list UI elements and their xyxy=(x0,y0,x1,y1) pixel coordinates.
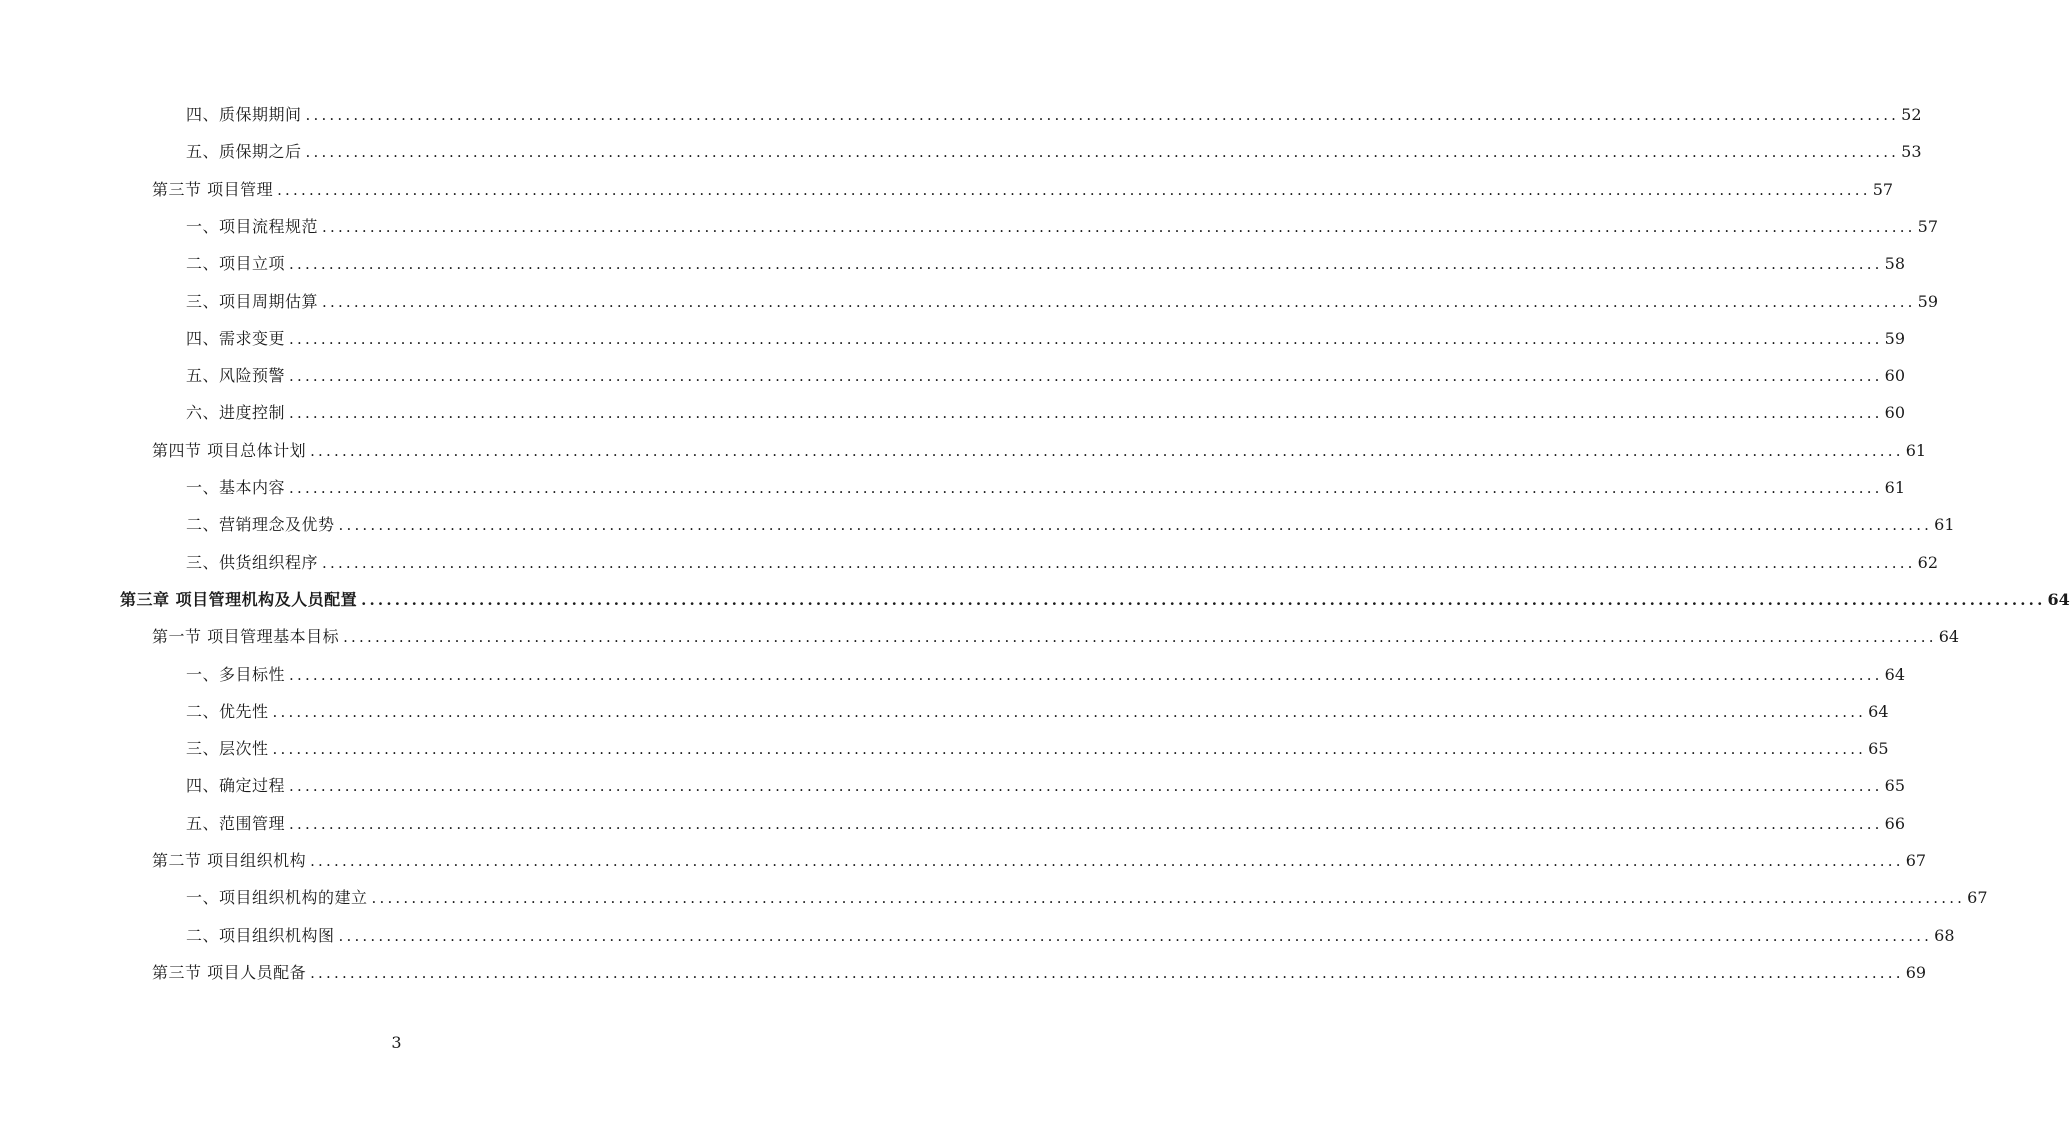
dot-leader: ........................................................................................................................................................................................................ xyxy=(310,852,1904,870)
toc-entry-item[interactable] xyxy=(186,660,1905,690)
toc-entry-page: 66 xyxy=(1884,813,1905,833)
toc-entry-title: 第三节 项目管理 xyxy=(152,179,274,199)
toc-entry-page: 65 xyxy=(1868,739,1889,759)
dot-leader: ........................................................................................................................................................................................................ xyxy=(289,665,1883,684)
dot-leader: ........................................................................................................................................................................................................ xyxy=(289,404,1883,423)
dot-leader: ........................................................................................................................................................................................................ xyxy=(272,702,1867,721)
toc-entry-title: 一、项目组织机构的建立 xyxy=(186,888,368,908)
dot-leader: ........................................................................................................................................................................................................ xyxy=(310,441,1904,460)
toc-entry-title: 第三章 项目管理机构及人员配置 xyxy=(120,589,358,609)
toc-entry-title: 三、供货组织程序 xyxy=(186,552,319,572)
toc-entry-section[interactable] xyxy=(152,622,1960,652)
toc-entry-chapter[interactable] xyxy=(120,585,2070,615)
toc-entry-page: 64 xyxy=(1868,701,1889,721)
toc-entry-title: 四、需求变更 xyxy=(186,328,286,348)
toc-entry-page: 67 xyxy=(1967,888,1988,908)
toc-entry-item[interactable] xyxy=(186,734,1889,764)
toc-entry-page: 68 xyxy=(1934,925,1955,945)
dot-leader: ........................................................................................................................................................................................................ xyxy=(289,367,1883,386)
toc-entry-title: 三、项目周期估算 xyxy=(186,291,319,311)
dot-leader: ........................................................................................................................................................................................................ xyxy=(338,516,1933,535)
toc-entry-title: 二、营销理念及优势 xyxy=(186,515,335,535)
toc-entry-title: 一、基本内容 xyxy=(186,478,286,497)
toc-entry-item[interactable] xyxy=(186,287,1938,317)
toc-entry-section[interactable] xyxy=(152,175,1894,205)
toc-entry-title: 第三节 项目人员配备 xyxy=(152,962,307,982)
toc-entry-item[interactable] xyxy=(186,883,1988,913)
toc-entry-page: 69 xyxy=(1905,962,1927,982)
toc-entry-page: 60 xyxy=(1884,403,1905,423)
toc-entry-title: 六、进度控制 xyxy=(186,403,286,423)
toc-entry-page: 52 xyxy=(1901,105,1922,124)
toc-entry-title: 二、项目组织机构图 xyxy=(186,925,335,945)
toc-entry-item[interactable] xyxy=(186,921,1955,951)
toc-entry-title: 第四节 项目总体计划 xyxy=(152,440,307,460)
toc-entry-page: 61 xyxy=(1905,440,1927,460)
dot-leader: ........................................................................................................................................................................................................ xyxy=(289,814,1883,833)
toc-entry-item[interactable] xyxy=(186,249,1905,279)
toc-entry-title: 第二节 项目组织机构 xyxy=(152,851,307,870)
toc-entry-page: 59 xyxy=(1884,328,1905,348)
toc-entry-item[interactable] xyxy=(186,324,1905,354)
toc-entry-item[interactable] xyxy=(186,100,1922,130)
toc-entry-page: 57 xyxy=(1917,216,1938,236)
dot-leader: ........................................................................................................................................................................................................ xyxy=(322,292,1916,311)
toc-entry-item[interactable] xyxy=(186,473,1905,503)
toc-entry-title: 五、范围管理 xyxy=(186,813,286,833)
toc-entry-title: 四、确定过程 xyxy=(186,776,286,796)
dot-leader: ........................................................................................................................................................................................................ xyxy=(289,329,1883,348)
toc-entry-item[interactable] xyxy=(186,510,1955,540)
dot-leader: ........................................................................................................................................................................................................ xyxy=(310,963,1904,982)
page-number: 3 xyxy=(391,1033,402,1052)
toc-entry-title: 三、层次性 xyxy=(186,739,269,759)
toc-entry-section[interactable] xyxy=(152,846,1927,876)
dot-leader: ........................................................................................................................................................................................................ xyxy=(371,889,1966,908)
toc-entry-item[interactable] xyxy=(186,548,1938,578)
dot-leader: ........................................................................................................................................................................................................ xyxy=(277,180,1871,199)
toc-entry-item[interactable] xyxy=(186,697,1889,727)
toc-entry-item[interactable] xyxy=(186,137,1922,167)
dot-leader: ........................................................................................................................................................................................................ xyxy=(343,628,1937,647)
toc-entry-page: 59 xyxy=(1917,291,1938,311)
dot-leader: ........................................................................................................................................................................................................ xyxy=(272,740,1867,759)
dot-leader: ........................................................................................................................................................................................................ xyxy=(338,926,1933,945)
toc-entry-item[interactable] xyxy=(186,398,1905,428)
toc-entry-title: 五、风险预警 xyxy=(186,366,286,386)
toc-entry-title: 第一节 项目管理基本目标 xyxy=(152,627,340,647)
toc-entry-item[interactable] xyxy=(186,771,1905,801)
toc-entry-title: 二、项目立项 xyxy=(186,254,286,274)
toc-entry-page: 61 xyxy=(1884,478,1905,497)
toc-entry-section[interactable] xyxy=(152,436,1927,466)
toc-entry-section[interactable] xyxy=(152,958,1927,988)
toc-entry-item[interactable] xyxy=(186,361,1905,391)
dot-leader: ........................................................................................................................................................................................................ xyxy=(289,255,1883,274)
toc-entry-title: 二、优先性 xyxy=(186,701,269,721)
toc-entry-page: 65 xyxy=(1884,776,1905,796)
dot-leader: ........................................................................................................................................................................................................ xyxy=(361,590,2046,609)
dot-leader: ........................................................................................................................................................................................................ xyxy=(305,106,1900,124)
toc-entry-title: 一、多目标性 xyxy=(186,664,286,684)
toc-entry-page: 57 xyxy=(1872,179,1894,199)
dot-leader: ........................................................................................................................................................................................................ xyxy=(305,143,1900,162)
toc-entry-page: 53 xyxy=(1901,142,1922,162)
toc-entry-page: 67 xyxy=(1905,851,1927,870)
toc-entry-item[interactable] xyxy=(186,809,1905,839)
toc-entry-page: 60 xyxy=(1884,366,1905,386)
toc-entry-page: 64 xyxy=(1884,664,1905,684)
dot-leader: ........................................................................................................................................................................................................ xyxy=(322,553,1916,572)
toc-entry-page: 61 xyxy=(1934,515,1955,535)
toc-entry-title: 一、项目流程规范 xyxy=(186,216,319,236)
toc-entry-page: 64 xyxy=(2047,589,2070,609)
toc-entry-page: 58 xyxy=(1884,254,1905,274)
dot-leader: ........................................................................................................................................................................................................ xyxy=(322,217,1916,236)
toc-entry-title: 五、质保期之后 xyxy=(186,142,302,162)
dot-leader: ........................................................................................................................................................................................................ xyxy=(289,479,1883,497)
toc-entry-page: 64 xyxy=(1938,627,1960,647)
toc-entry-item[interactable] xyxy=(186,212,1938,242)
toc-entry-page: 62 xyxy=(1917,552,1938,572)
toc-entry-title: 四、质保期期间 xyxy=(186,105,302,124)
dot-leader: ........................................................................................................................................................................................................ xyxy=(289,777,1883,796)
